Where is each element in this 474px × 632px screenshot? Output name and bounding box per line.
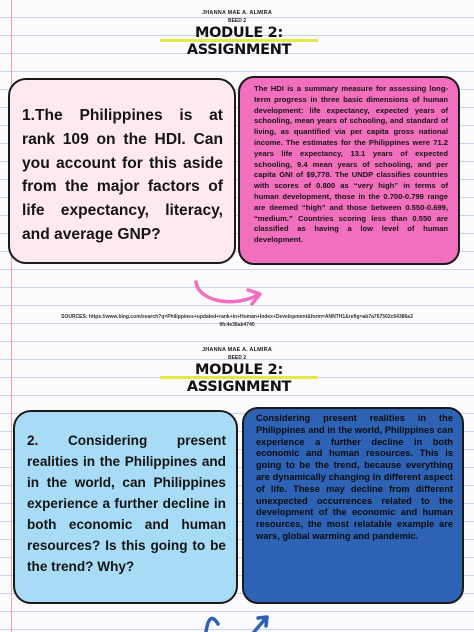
sources-link[interactable]: SOURCES: https://www.bing.com/search?q=Philippines+updated+rank+in+Human+Index+Development&form=ANNTH1&refig=ab7a767502c64386a39fc4e38ab4740 bbox=[61, 314, 413, 328]
curved-arrow-icon bbox=[196, 612, 286, 632]
curved-arrow-icon bbox=[190, 278, 270, 312]
page-title: MODULE 2: ASSIGNMENT bbox=[186, 25, 292, 58]
answer-text: The HDI is a summary measure for assessing long-term progress in three basic dimensions of human development: life expectancy, expected years of schooling, mean years of schooling, and standard of living, as quantified via per capita gross national income. The estimates for the Philippines were 71.2 years life expectancy, 13.1 years of expected schooling, 9.4 mean years of schooling, and per capita GNI of $9,778. The UNDP classifies countries with scores of 0.800 as “very high” in terms of human development, those in the 0.700-0.799 range are deemed “high” and those between 0.550-0.699, “medium.” Countries scoring less than 0.550 are classified as having a low level of human development. bbox=[254, 84, 448, 245]
answer-card bbox=[238, 76, 460, 265]
course-label: BEED 2 bbox=[227, 355, 247, 361]
page-title: MODULE 2: ASSIGNMENT bbox=[186, 362, 292, 395]
answer-card bbox=[242, 407, 464, 604]
answer-text: Considering present realities in the Philippines and in the world, Philippines can experience a further decline in both economic and human resources. This is going to be the trend, because everything are dynamically changing in different aspect of life. These may decline from different unexpected occurrences related to the development of the economic and human resources, the most relatable example are wars, global warming and pandemic. bbox=[256, 413, 453, 541]
question-card bbox=[8, 78, 236, 264]
question-card bbox=[13, 410, 238, 604]
question-text: 2. Considering present realities in the Philippines and in the world, can Philippines experience a further decline in both economic and human resources? Is this going to be the trend? Why? bbox=[27, 433, 226, 574]
author-name: JHANNA MAE A. ALMIRA bbox=[202, 10, 272, 16]
course-label: BEED 2 bbox=[227, 18, 247, 24]
question-text: 1.The Philippines is at rank 109 on the HDI. Can you account for this aside from the major factors of life expectancy, literacy, and average GNP? bbox=[22, 107, 223, 243]
author-name: JHANNA MAE A. ALMIRA bbox=[202, 347, 272, 353]
